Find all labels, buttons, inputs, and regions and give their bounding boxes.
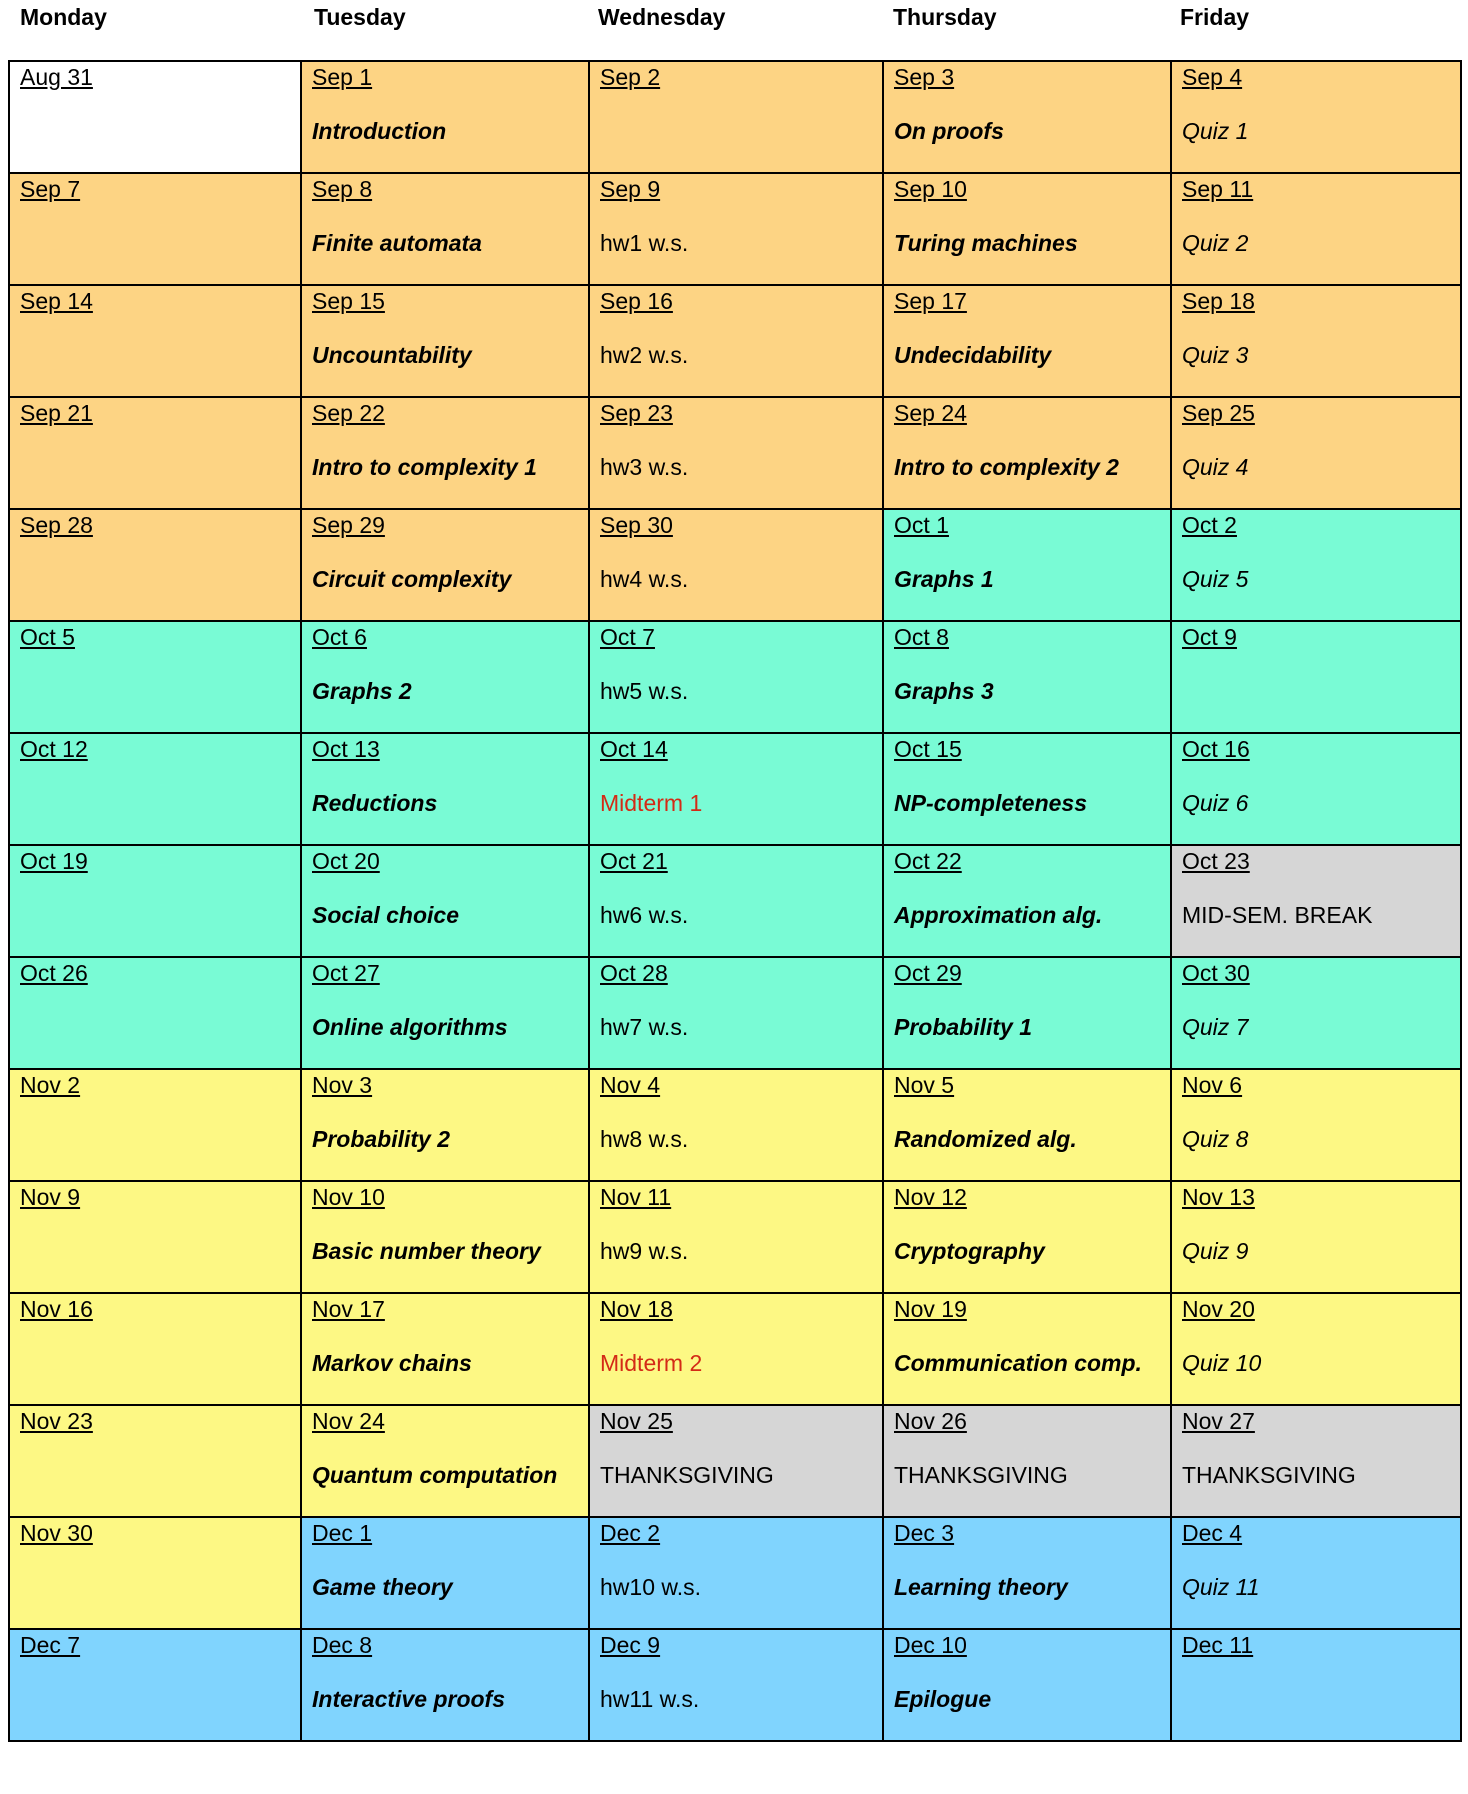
date-link[interactable]: Oct 16 [1182,736,1250,762]
date-link[interactable]: Oct 15 [894,736,962,762]
day-cell-monday [9,1517,301,1629]
day-cell-thursday [883,285,1171,397]
day-cell-tuesday [301,1517,589,1629]
day-cell-thursday [883,1069,1171,1181]
day-cell-thursday [883,1181,1171,1293]
date-link[interactable]: Sep 18 [1182,288,1255,314]
date-link[interactable]: Sep 2 [600,64,661,90]
day-cell-tuesday [301,845,589,957]
date-link[interactable]: Sep 4 [1182,64,1243,90]
quiz-label: Quiz 2 [1182,230,1249,256]
day-cell-tuesday [301,733,589,845]
lecture-label: Undecidability [894,342,1052,368]
day-cell-wednesday [589,1069,883,1181]
week-row [9,1293,1461,1405]
date-link[interactable]: Nov 5 [894,1072,955,1098]
date-link[interactable]: Oct 27 [312,960,380,986]
date-link[interactable]: Sep 3 [894,64,955,90]
day-cell-thursday [883,1517,1171,1629]
lecture-label: Epilogue [894,1686,992,1712]
holiday-label: THANKSGIVING [600,1462,774,1488]
day-cell-wednesday [589,1181,883,1293]
lecture-label: Randomized alg. [894,1126,1077,1152]
hw-label: hw3 w.s. [600,454,689,480]
hw-label: hw11 w.s. [600,1686,700,1712]
date-link[interactable]: Nov 20 [1182,1296,1255,1322]
date-link[interactable]: Oct 26 [20,960,88,986]
lecture-label: Uncountability [312,342,472,368]
day-cell-tuesday [301,1293,589,1405]
day-cell-tuesday [301,509,589,621]
day-cell-friday [1171,285,1461,397]
date-link[interactable]: Nov 9 [20,1184,81,1210]
date-link[interactable]: Sep 10 [894,176,967,202]
week-row [9,1069,1461,1181]
day-cell-monday [9,173,301,285]
schedule-table [8,60,1462,1742]
midterm-label: Midterm 1 [600,790,703,816]
date-link[interactable]: Nov 26 [894,1408,967,1434]
weekday-header-row [0,0,1468,60]
hw-label: hw9 w.s. [600,1238,689,1264]
day-cell-tuesday [301,1629,589,1741]
lecture-label: Communication comp. [894,1350,1142,1376]
day-cell-tuesday [301,173,589,285]
lecture-label: Learning theory [894,1574,1068,1600]
day-cell-tuesday [301,285,589,397]
week-row [9,285,1461,397]
day-cell-thursday [883,397,1171,509]
date-link[interactable]: Dec 9 [600,1632,661,1658]
date-link[interactable]: Oct 7 [600,624,655,650]
day-cell-wednesday [589,957,883,1069]
quiz-label: Quiz 3 [1182,342,1249,368]
day-cell-wednesday [589,1293,883,1405]
hw-label: hw1 w.s. [600,230,689,256]
date-link[interactable]: Aug 31 [20,64,93,90]
quiz-label: Quiz 1 [1182,118,1249,144]
quiz-label: Quiz 4 [1182,454,1249,480]
day-cell-friday [1171,957,1461,1069]
lecture-label: Social choice [312,902,460,928]
hw-label: hw2 w.s. [600,342,689,368]
week-row [9,1405,1461,1517]
day-cell-monday [9,1629,301,1741]
date-link[interactable]: Dec 2 [600,1520,661,1546]
day-cell-wednesday [589,845,883,957]
day-cell-tuesday [301,397,589,509]
date-link[interactable]: Oct 20 [312,848,380,874]
header-tuesday: Tuesday [314,4,406,30]
day-cell-friday [1171,173,1461,285]
lecture-label: Markov chains [312,1350,472,1376]
date-link[interactable]: Sep 7 [20,176,81,202]
quiz-label: Quiz 5 [1182,566,1249,592]
day-cell-thursday [883,509,1171,621]
quiz-label: Quiz 6 [1182,790,1249,816]
hw-label: hw5 w.s. [600,678,689,704]
lecture-label: Quantum computation [312,1462,558,1488]
week-row [9,397,1461,509]
date-link[interactable]: Sep 28 [20,512,93,538]
day-cell-monday [9,845,301,957]
quiz-label: Quiz 7 [1182,1014,1249,1040]
date-link[interactable]: Sep 15 [312,288,385,314]
day-cell-thursday [883,621,1171,733]
date-link[interactable]: Oct 28 [600,960,668,986]
date-link[interactable]: Nov 11 [600,1184,672,1210]
date-link[interactable]: Sep 29 [312,512,385,538]
day-cell-monday [9,285,301,397]
quiz-label: Quiz 10 [1182,1350,1262,1376]
day-cell-wednesday [589,285,883,397]
date-link[interactable]: Nov 13 [1182,1184,1255,1210]
day-cell-wednesday [589,173,883,285]
date-link[interactable]: Oct 9 [1182,624,1237,650]
day-cell-wednesday [589,1629,883,1741]
week-row [9,173,1461,285]
date-link[interactable]: Sep 8 [312,176,373,202]
date-link[interactable]: Nov 24 [312,1408,385,1434]
date-link[interactable]: Nov 18 [600,1296,673,1322]
day-cell-wednesday [589,621,883,733]
date-link[interactable]: Oct 13 [312,736,380,762]
hw-label: hw10 w.s. [600,1574,701,1600]
day-cell-friday [1171,621,1461,733]
week-row [9,1517,1461,1629]
lecture-label: NP-completeness [894,790,1088,816]
day-cell-wednesday [589,1517,883,1629]
week-row [9,1629,1461,1741]
day-cell-tuesday [301,1405,589,1517]
week-row [9,845,1461,957]
lecture-label: Intro to complexity 1 [312,454,537,480]
day-cell-monday [9,1069,301,1181]
lecture-label: Introduction [312,118,447,144]
lecture-label: Online algorithms [312,1014,508,1040]
day-cell-friday [1171,61,1461,173]
date-link[interactable]: Dec 1 [312,1520,373,1546]
week-row [9,61,1461,173]
holiday-label: THANKSGIVING [894,1462,1068,1488]
day-cell-friday [1171,845,1461,957]
week-row [9,1181,1461,1293]
day-cell-thursday [883,1405,1171,1517]
day-cell-monday [9,1293,301,1405]
lecture-label: Reductions [312,790,438,816]
date-link[interactable]: Nov 19 [894,1296,967,1322]
date-link[interactable]: Dec 4 [1182,1520,1243,1546]
date-link[interactable]: Sep 21 [20,400,93,426]
holiday-label: THANKSGIVING [1182,1462,1356,1488]
lecture-label: Circuit complexity [312,566,512,592]
day-cell-friday [1171,397,1461,509]
day-cell-monday [9,509,301,621]
day-cell-tuesday [301,621,589,733]
date-link[interactable]: Nov 4 [600,1072,661,1098]
day-cell-friday [1171,1181,1461,1293]
date-link[interactable]: Nov 17 [312,1296,385,1322]
date-link[interactable]: Nov 2 [20,1072,81,1098]
date-link[interactable]: Sep 11 [1182,176,1254,202]
date-link[interactable]: Dec 8 [312,1632,373,1658]
date-link[interactable]: Oct 2 [1182,512,1237,538]
date-link[interactable]: Sep 1 [312,64,373,90]
day-cell-friday [1171,1293,1461,1405]
day-cell-tuesday [301,61,589,173]
date-link[interactable]: Oct 1 [894,512,949,538]
date-link[interactable]: Dec 10 [894,1632,967,1658]
date-link[interactable]: Dec 3 [894,1520,955,1546]
quiz-label: Quiz 11 [1182,1574,1260,1600]
lecture-label: Intro to complexity 2 [894,454,1119,480]
day-cell-friday [1171,1069,1461,1181]
date-link[interactable]: Sep 25 [1182,400,1255,426]
quiz-label: Quiz 8 [1182,1126,1249,1152]
date-link[interactable]: Oct 23 [1182,848,1250,874]
date-link[interactable]: Sep 17 [894,288,967,314]
lecture-label: Basic number theory [312,1238,541,1264]
day-cell-monday [9,397,301,509]
day-cell-wednesday [589,733,883,845]
lecture-label: Approximation alg. [894,902,1103,928]
date-link[interactable]: Sep 30 [600,512,673,538]
lecture-label: Graphs 2 [312,678,412,704]
date-link[interactable]: Oct 5 [20,624,75,650]
day-cell-monday [9,61,301,173]
day-cell-thursday [883,61,1171,173]
header-thursday: Thursday [893,4,997,30]
day-cell-thursday [883,1293,1171,1405]
day-cell-wednesday [589,397,883,509]
lecture-label: Graphs 1 [894,566,994,592]
day-cell-friday [1171,733,1461,845]
lecture-label: Probability 2 [312,1126,451,1152]
lecture-label: On proofs [894,118,1004,144]
date-link[interactable]: Nov 25 [600,1408,673,1434]
date-link[interactable]: Nov 16 [20,1296,93,1322]
date-link[interactable]: Sep 9 [600,176,661,202]
lecture-label: Turing machines [894,230,1078,256]
day-cell-monday [9,733,301,845]
lecture-label: Cryptography [894,1238,1045,1264]
date-link[interactable]: Oct 21 [600,848,668,874]
lecture-label: Finite automata [312,230,482,256]
header-friday: Friday [1180,4,1250,30]
date-link[interactable]: Oct 29 [894,960,962,986]
date-link[interactable]: Sep 24 [894,400,967,426]
day-cell-thursday [883,173,1171,285]
schedule-table-body [9,61,1461,1741]
date-link[interactable]: Oct 19 [20,848,88,874]
day-cell-thursday [883,733,1171,845]
week-row [9,621,1461,733]
day-cell-friday [1171,1517,1461,1629]
day-cell-friday [1171,509,1461,621]
day-cell-monday [9,1405,301,1517]
header-wednesday: Wednesday [598,4,726,30]
day-cell-thursday [883,845,1171,957]
date-link[interactable]: Oct 30 [1182,960,1250,986]
lecture-label: Game theory [312,1574,453,1600]
lecture-label: Probability 1 [894,1014,1033,1040]
day-cell-wednesday [589,61,883,173]
date-link[interactable]: Nov 23 [20,1408,93,1434]
week-row [9,509,1461,621]
day-cell-tuesday [301,957,589,1069]
date-link[interactable]: Oct 14 [600,736,668,762]
day-cell-tuesday [301,1181,589,1293]
hw-label: hw4 w.s. [600,566,689,592]
date-link[interactable]: Nov 30 [20,1520,93,1546]
date-link[interactable]: Oct 12 [20,736,88,762]
day-cell-thursday [883,1629,1171,1741]
date-link[interactable]: Dec 7 [20,1632,81,1658]
date-link[interactable]: Oct 22 [894,848,962,874]
week-row [9,733,1461,845]
date-link[interactable]: Sep 22 [312,400,385,426]
day-cell-thursday [883,957,1171,1069]
day-cell-wednesday [589,1405,883,1517]
date-link[interactable]: Sep 23 [600,400,673,426]
hw-label: hw6 w.s. [600,902,689,928]
date-link[interactable]: Oct 6 [312,624,367,650]
date-link[interactable]: Sep 16 [600,288,673,314]
lecture-label: Graphs 3 [894,678,994,704]
day-cell-tuesday [301,1069,589,1181]
week-row [9,957,1461,1069]
day-cell-friday [1171,1629,1461,1741]
day-cell-monday [9,1181,301,1293]
date-link[interactable]: Oct 8 [894,624,949,650]
date-link[interactable]: Sep 14 [20,288,93,314]
quiz-label: Quiz 9 [1182,1238,1249,1264]
date-link[interactable]: Nov 12 [894,1184,967,1210]
hw-label: hw8 w.s. [600,1126,689,1152]
date-link[interactable]: Nov 27 [1182,1408,1255,1434]
date-link[interactable]: Nov 3 [312,1072,373,1098]
date-link[interactable]: Dec 11 [1182,1632,1254,1658]
day-cell-monday [9,621,301,733]
lecture-label: Interactive proofs [312,1686,505,1712]
day-cell-monday [9,957,301,1069]
midterm-label: Midterm 2 [600,1350,703,1376]
day-cell-wednesday [589,509,883,621]
header-monday: Monday [20,4,107,30]
holiday-label: MID-SEM. BREAK [1182,902,1373,928]
date-link[interactable]: Nov 10 [312,1184,385,1210]
hw-label: hw7 w.s. [600,1014,689,1040]
day-cell-friday [1171,1405,1461,1517]
date-link[interactable]: Nov 6 [1182,1072,1243,1098]
